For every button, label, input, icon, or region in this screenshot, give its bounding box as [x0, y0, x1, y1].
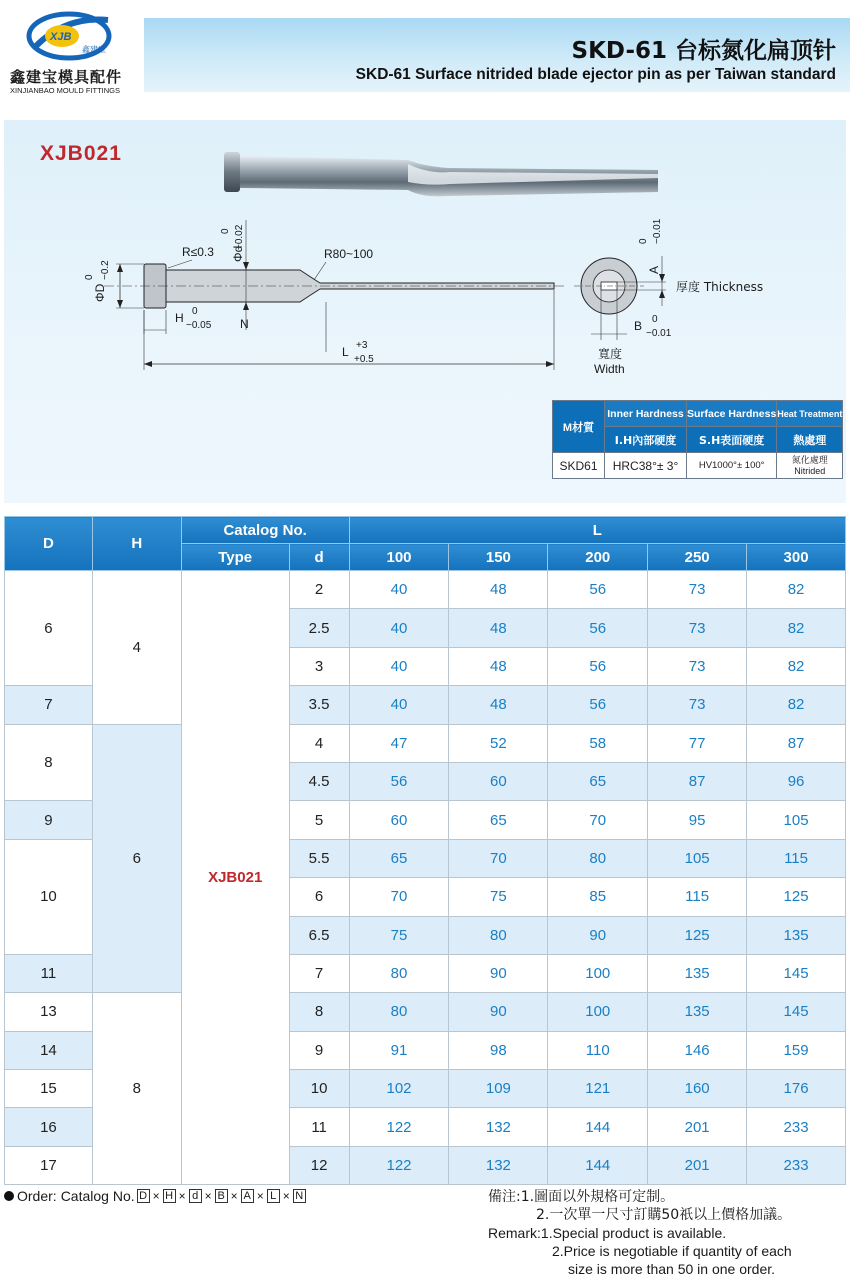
cell-price: 135 — [648, 993, 747, 1031]
table-row — [5, 571, 846, 609]
drawing-panel — [4, 120, 846, 503]
page-title-en: SKD-61 Surface nitrided blade ejector pin as per Taiwan standard — [355, 66, 836, 83]
cell-price: 60 — [349, 801, 449, 839]
material-header: M材質 — [553, 401, 605, 453]
L-tol-bot: +0.5 — [354, 354, 374, 365]
order-sep: × — [230, 1189, 238, 1203]
cell-price: 135 — [648, 954, 747, 992]
heat-treatment-header-en: Heat Treatment — [777, 401, 843, 427]
cell-price: 60 — [449, 762, 548, 800]
cell-type: XJB021 — [181, 571, 289, 1185]
order-field-N: N — [293, 1189, 306, 1203]
cell-price: 87 — [648, 762, 747, 800]
cell-price: 40 — [349, 609, 449, 647]
brand-name-cn: 鑫建宝模具配件 — [10, 68, 123, 86]
remark-cn-1 — [488, 1188, 792, 1206]
remark-en-1 — [488, 1224, 792, 1242]
remark-en-line-1: 1.Special product is available. — [540, 1225, 727, 1241]
ejector-pin-photo — [218, 144, 668, 214]
cell-price: 82 — [747, 609, 846, 647]
cell-price: 95 — [648, 801, 747, 839]
cell-price: 233 — [747, 1146, 846, 1184]
cell-D: 9 — [5, 801, 93, 839]
H-tol-top: 0 — [192, 306, 198, 317]
cell-price: 80 — [349, 954, 449, 992]
cell-price: 47 — [349, 724, 449, 762]
cell-d: 5.5 — [289, 839, 349, 877]
order-field-A: A — [241, 1189, 254, 1203]
cell-price: 98 — [449, 1031, 548, 1069]
cell-price: 125 — [648, 916, 747, 954]
cell-price: 159 — [747, 1031, 846, 1069]
col-header-L250: 250 — [648, 544, 747, 571]
order-label: Order: — [17, 1188, 57, 1204]
page-header — [0, 0, 850, 100]
order-field-H: H — [163, 1189, 176, 1203]
cell-price: 125 — [747, 878, 846, 916]
d-dim-label: Φd — [231, 245, 245, 262]
cell-price: 80 — [349, 993, 449, 1031]
cell-price: 121 — [548, 1070, 648, 1108]
cell-price: 82 — [747, 647, 846, 685]
order-catalog-label: Catalog No. — [60, 1188, 135, 1204]
H-dim-label: H — [175, 311, 184, 325]
A-tol-bot: −0.01 — [652, 218, 663, 244]
cell-price: 56 — [548, 609, 648, 647]
remarks — [488, 1188, 792, 1278]
cell-price: 144 — [548, 1146, 648, 1184]
cell-d: 11 — [289, 1108, 349, 1146]
order-field-L: L — [267, 1189, 280, 1203]
cell-price: 40 — [349, 647, 449, 685]
cell-price: 115 — [747, 839, 846, 877]
order-field-B: B — [215, 1189, 228, 1203]
D-tol-bot: −0.2 — [100, 260, 111, 280]
order-sep: × — [204, 1189, 212, 1203]
cell-d: 12 — [289, 1146, 349, 1184]
col-header-L: L — [349, 517, 845, 544]
cell-price: 102 — [349, 1070, 449, 1108]
cell-price: 80 — [548, 839, 648, 877]
cell-price: 48 — [449, 647, 548, 685]
material-value: SKD61 — [553, 453, 605, 479]
heat-treatment-value — [777, 453, 843, 479]
cell-price: 90 — [449, 954, 548, 992]
cell-price: 70 — [548, 801, 648, 839]
cell-price: 110 — [548, 1031, 648, 1069]
B-tol-bot: −0.01 — [646, 328, 672, 339]
heat-treatment-header-cn: 熱處理 — [777, 427, 843, 453]
table-row — [5, 724, 846, 762]
cell-price: 122 — [349, 1108, 449, 1146]
cell-price: 233 — [747, 1108, 846, 1146]
width-label-en: Width — [594, 362, 625, 376]
thickness-label: 厚度 Thickness — [676, 280, 764, 294]
cell-price: 91 — [349, 1031, 449, 1069]
H-tol-bot: −0.05 — [186, 320, 212, 331]
cell-price: 73 — [648, 609, 747, 647]
cell-d: 5 — [289, 801, 349, 839]
brand-logo — [6, 4, 136, 96]
remark-cn-label: 備注: — [488, 1189, 521, 1205]
d-tol-top: 0 — [220, 228, 231, 234]
order-field-d: d — [189, 1189, 202, 1203]
cell-price: 73 — [648, 571, 747, 609]
col-header-L200: 200 — [548, 544, 648, 571]
order-format — [4, 1188, 308, 1204]
inner-hardness-header-en: Inner Hardness — [605, 401, 687, 427]
A-tol-top: 0 — [638, 238, 649, 244]
cell-H: 6 — [92, 724, 181, 993]
cell-price: 90 — [449, 993, 548, 1031]
logo-xjb-text: XJB — [50, 31, 72, 43]
col-header-D: D — [5, 517, 93, 571]
cell-price: 132 — [449, 1108, 548, 1146]
order-sep: × — [256, 1189, 264, 1203]
cell-D: 8 — [5, 724, 93, 801]
order-sep: × — [282, 1189, 290, 1203]
cell-D: 14 — [5, 1031, 93, 1069]
cell-D: 13 — [5, 993, 93, 1031]
cell-D: 7 — [5, 686, 93, 724]
order-field-D: D — [137, 1189, 150, 1203]
surface-hardness-value: HV1000°± 100° — [687, 453, 777, 479]
cell-d: 3.5 — [289, 686, 349, 724]
price-table-body — [5, 571, 846, 1185]
cell-D: 16 — [5, 1108, 93, 1146]
cell-H: 8 — [92, 993, 181, 1185]
heat-treatment-value-en: Nitrided — [794, 465, 826, 476]
heat-treatment-value-cn: 氮化處理 — [791, 455, 828, 466]
cell-price: 52 — [449, 724, 548, 762]
cell-price: 80 — [449, 916, 548, 954]
cell-d: 2 — [289, 571, 349, 609]
cell-price: 65 — [548, 762, 648, 800]
cell-price: 90 — [548, 916, 648, 954]
cell-price: 109 — [449, 1070, 548, 1108]
cell-price: 56 — [548, 686, 648, 724]
col-header-H: H — [92, 517, 181, 571]
cell-price: 75 — [449, 878, 548, 916]
cell-price: 70 — [449, 839, 548, 877]
d-tol-bot: −0.02 — [234, 224, 245, 250]
material-table — [552, 400, 843, 479]
surface-hardness-header-en: Surface Hardness — [687, 401, 777, 427]
cell-price: 87 — [747, 724, 846, 762]
D-tol-top: 0 — [84, 274, 95, 280]
cell-price: 73 — [648, 686, 747, 724]
cell-price: 132 — [449, 1146, 548, 1184]
logo-swoosh-icon — [26, 6, 112, 62]
cell-price: 58 — [548, 724, 648, 762]
L-tol-top: +3 — [356, 340, 368, 351]
cell-price: 82 — [747, 571, 846, 609]
col-header-type: Type — [181, 544, 289, 571]
cell-price: 48 — [449, 609, 548, 647]
title-band — [144, 18, 850, 92]
cell-price: 96 — [747, 762, 846, 800]
cell-price: 40 — [349, 571, 449, 609]
cell-price: 105 — [648, 839, 747, 877]
cell-price: 100 — [548, 993, 648, 1031]
B-tol-top: 0 — [652, 314, 658, 325]
B-dim-label: B — [634, 319, 643, 333]
cell-H: 4 — [92, 571, 181, 725]
cell-price: 65 — [349, 839, 449, 877]
cell-price: 122 — [349, 1146, 449, 1184]
cell-d: 9 — [289, 1031, 349, 1069]
col-header-d: d — [289, 544, 349, 571]
logo-small-text: 鑫建宝 — [82, 45, 106, 54]
cell-price: 77 — [648, 724, 747, 762]
cell-d: 8 — [289, 993, 349, 1031]
cell-d: 7 — [289, 954, 349, 992]
cell-d: 4 — [289, 724, 349, 762]
page-title-cn: SKD-61 台标氮化扁顶针 — [571, 38, 836, 64]
cell-price: 115 — [648, 878, 747, 916]
surface-hardness-header-cn: S.H表面硬度 — [687, 427, 777, 453]
col-header-L100: 100 — [349, 544, 449, 571]
order-sep: × — [152, 1189, 160, 1203]
cell-price: 105 — [747, 801, 846, 839]
remark-en-line-2b: size is more than 50 in one order. — [568, 1261, 776, 1277]
cell-d: 3 — [289, 647, 349, 685]
price-table — [4, 516, 846, 1185]
bullet-icon — [4, 1191, 14, 1201]
cell-price: 56 — [349, 762, 449, 800]
r-large-label: R80~100 — [324, 247, 374, 261]
remark-en-label: Remark: — [488, 1225, 541, 1241]
cell-price: 70 — [349, 878, 449, 916]
remark-cn-line-1: 1.圖面以外規格可定制。 — [520, 1189, 675, 1205]
cell-price: 135 — [747, 916, 846, 954]
D-dim-label: ΦD — [93, 283, 107, 302]
cell-price: 100 — [548, 954, 648, 992]
cell-price: 56 — [548, 647, 648, 685]
cell-price: 73 — [648, 647, 747, 685]
cell-price: 82 — [747, 686, 846, 724]
cell-D: 10 — [5, 839, 93, 954]
remark-cn-line-2: 2.一次單一尺寸訂購50祇以上價格加議。 — [536, 1207, 792, 1223]
cell-price: 145 — [747, 954, 846, 992]
cell-D: 6 — [5, 571, 93, 686]
cell-D: 15 — [5, 1070, 93, 1108]
cell-price: 75 — [349, 916, 449, 954]
cell-D: 11 — [5, 954, 93, 992]
cell-price: 146 — [648, 1031, 747, 1069]
cell-price: 48 — [449, 571, 548, 609]
r-small-label: R≤0.3 — [182, 245, 214, 259]
inner-hardness-header-cn: I.H內部硬度 — [605, 427, 687, 453]
catalog-code: XJB021 — [40, 142, 122, 165]
cell-price: 85 — [548, 878, 648, 916]
cell-price: 56 — [548, 571, 648, 609]
N-dim-label: N — [240, 317, 249, 331]
cell-price: 201 — [648, 1108, 747, 1146]
order-sep: × — [178, 1189, 186, 1203]
cell-price: 201 — [648, 1146, 747, 1184]
cell-d: 6.5 — [289, 916, 349, 954]
cell-price: 144 — [548, 1108, 648, 1146]
cell-price: 48 — [449, 686, 548, 724]
width-label-cn: 寬度 — [598, 347, 623, 361]
cell-price: 176 — [747, 1070, 846, 1108]
brand-name-en: XINJIANBAO MOULD FITTINGS — [10, 86, 121, 95]
table-row — [5, 993, 846, 1031]
cell-d: 4.5 — [289, 762, 349, 800]
cell-price: 160 — [648, 1070, 747, 1108]
cell-D: 17 — [5, 1146, 93, 1184]
col-header-L300: 300 — [747, 544, 846, 571]
cell-price: 65 — [449, 801, 548, 839]
cell-d: 10 — [289, 1070, 349, 1108]
L-dim-label: L — [342, 345, 349, 359]
cell-price: 40 — [349, 686, 449, 724]
cell-price: 145 — [747, 993, 846, 1031]
col-header-catalog: Catalog No. — [181, 517, 349, 544]
remark-en-line-2a: 2.Price is negotiable if quantity of each — [552, 1243, 792, 1259]
A-dim-label: A — [647, 265, 661, 274]
cell-d: 2.5 — [289, 609, 349, 647]
col-header-L150: 150 — [449, 544, 548, 571]
cell-d: 6 — [289, 878, 349, 916]
inner-hardness-value: HRC38°± 3° — [605, 453, 687, 479]
